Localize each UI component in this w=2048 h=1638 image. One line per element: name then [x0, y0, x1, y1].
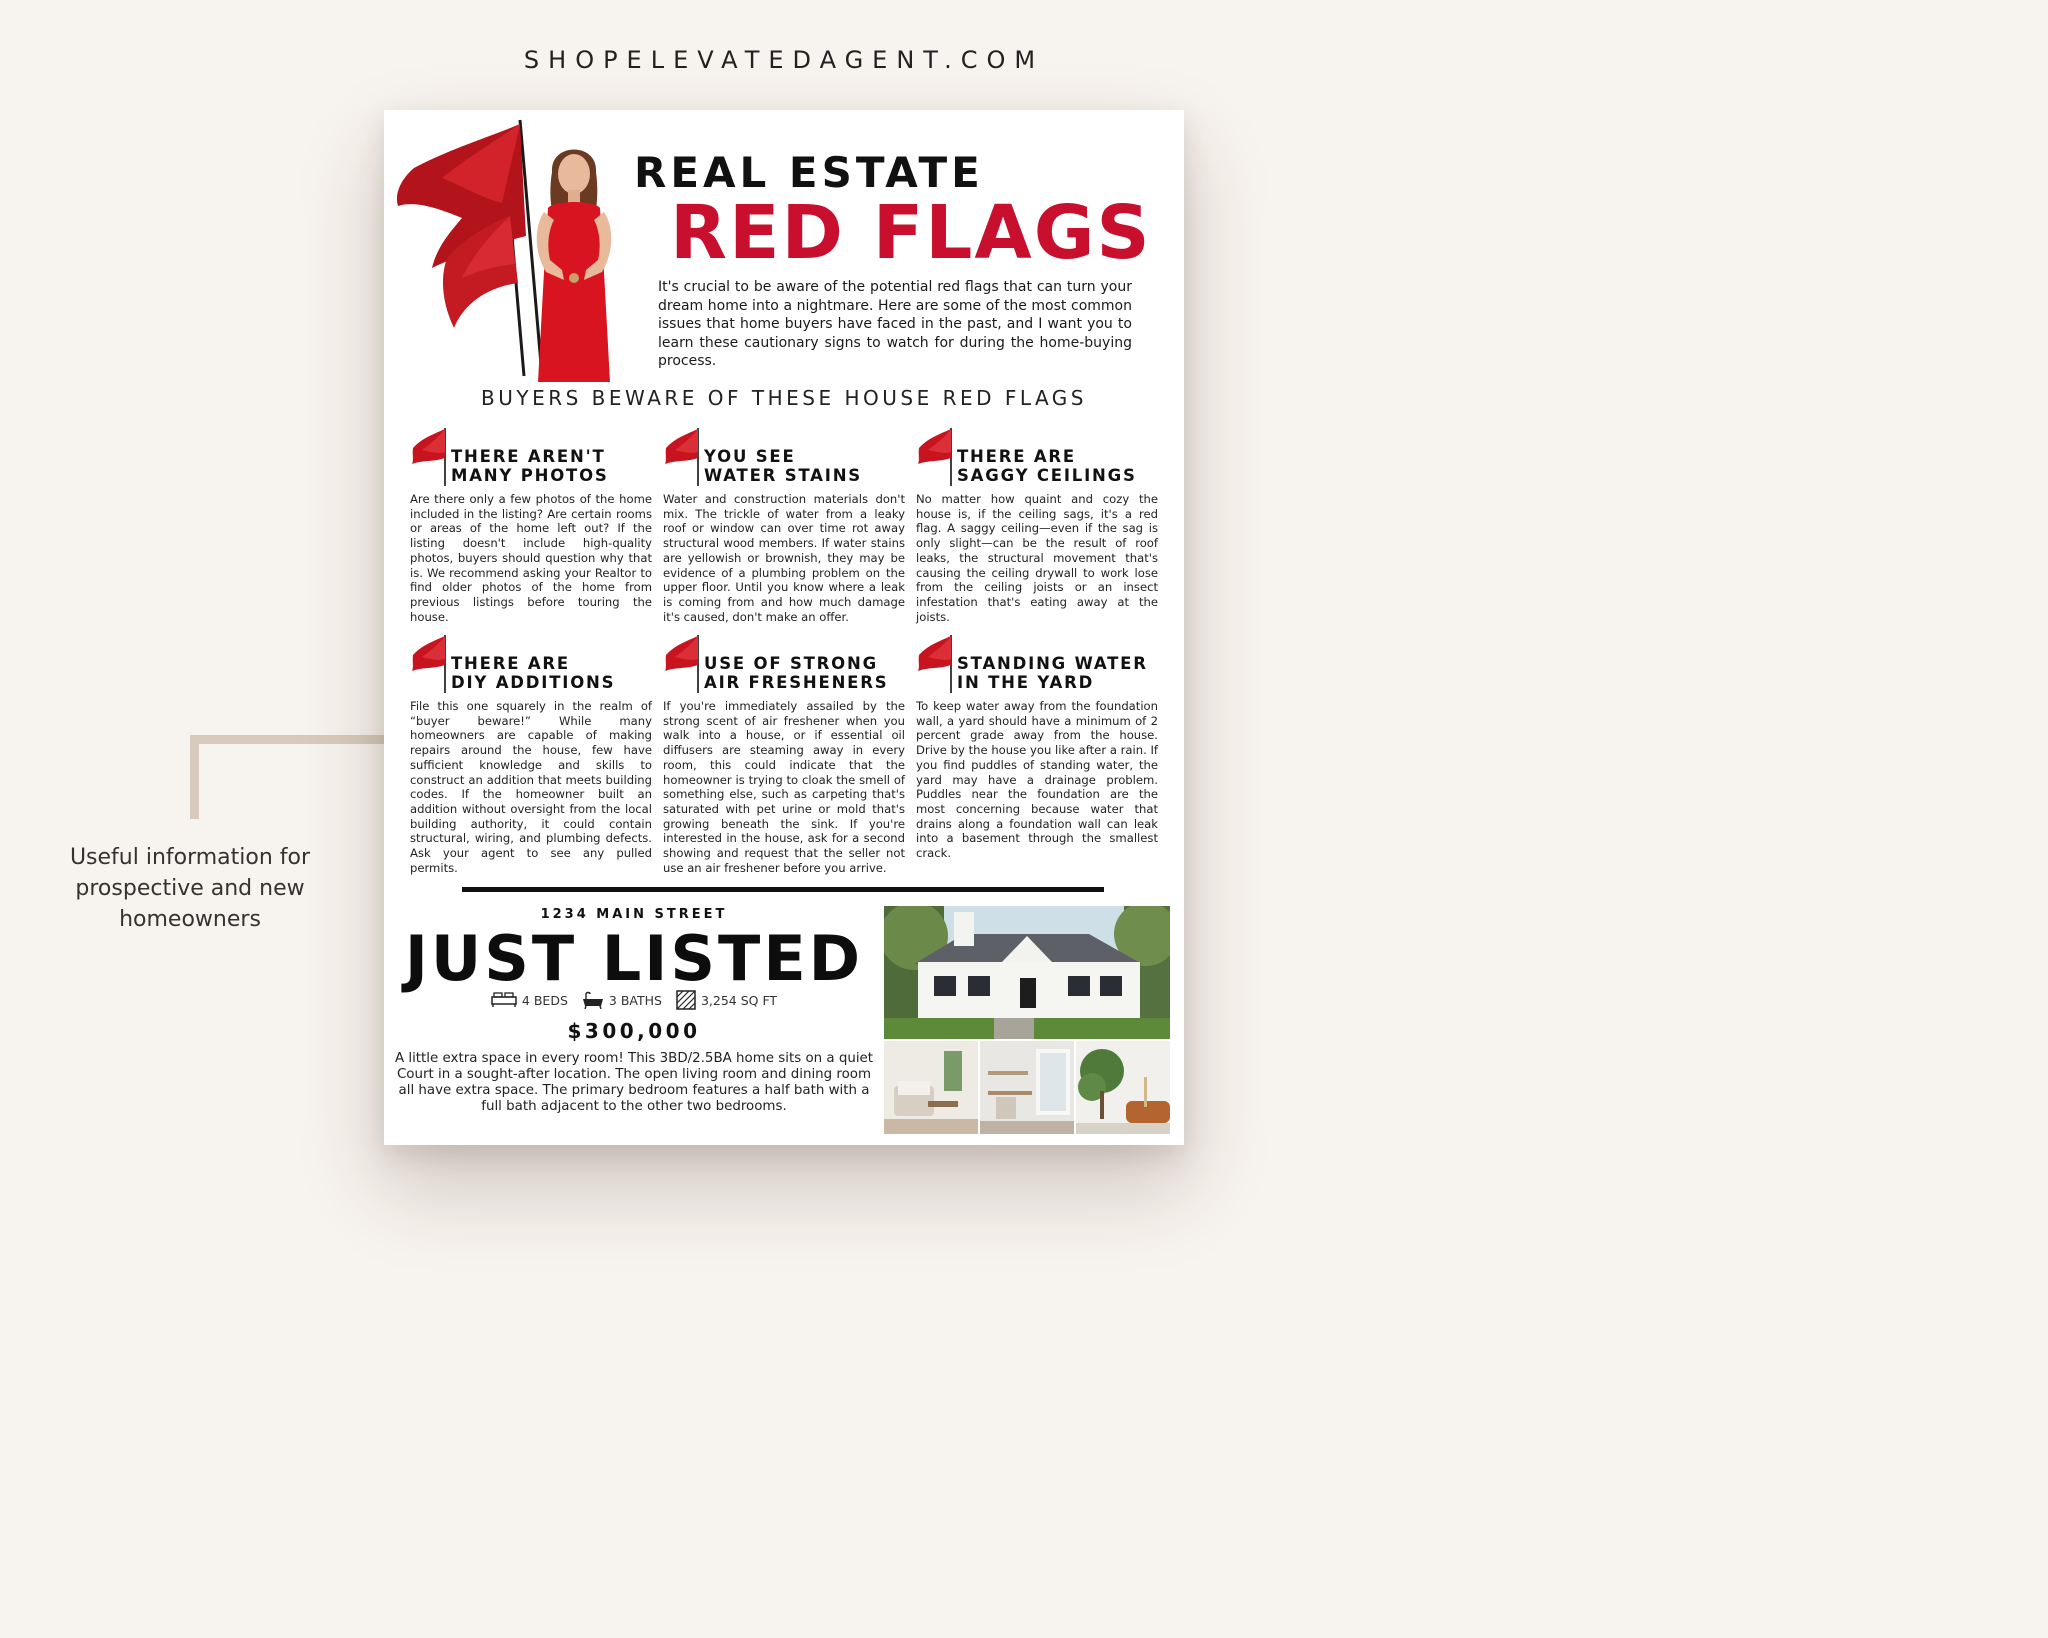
- red-flag-icon: [410, 426, 450, 486]
- tip-air-fresheners: [663, 633, 905, 875]
- site-url: SHOPELEVATEDAGENT.COM: [523, 46, 1045, 74]
- title-main: RED FLAGS: [670, 190, 1152, 276]
- baths-feature: [582, 991, 662, 1009]
- red-flag-icon: [663, 633, 703, 693]
- tip-body: To keep water away from the foundation wall, a yard should have a minimum of 2 percent grade away from the house. Drive by the house you like after a rain. If you find puddles of standing water, the yard may have a drainage problem. Puddles near the foundation are the most concerning because water that drains along a foundation wall can leak into a basement through the smallest crack.: [916, 699, 1158, 861]
- side-caption: Useful information for prospective and new homeowners: [69, 845, 311, 932]
- beds-label: 4 BEDS: [521, 992, 568, 1008]
- beds-feature: [491, 992, 568, 1008]
- tip-title: USE OF STRONG AIR FRESHENERS: [704, 654, 889, 692]
- hero-red-flags-icon: [392, 118, 542, 380]
- living-room-photo: [884, 1041, 978, 1134]
- section-heading: BUYERS BEWARE OF THESE HOUSE RED FLAGS: [481, 386, 1087, 410]
- tip-title: THERE AREN'T MANY PHOTOS: [451, 447, 609, 485]
- listing-description: A little extra space in every room! This 3BD/2.5BA home sits on a quiet Court in a sought-after location. The open living room and dining room all have extra space. The primary bedroom features a half bath with a full bath adjacent to the other two bedrooms.: [394, 1051, 874, 1114]
- bathtub-icon: [582, 991, 604, 1009]
- sqft-feature: [676, 990, 777, 1010]
- house-exterior-photo: [884, 906, 1170, 1039]
- red-flag-icon: [410, 633, 450, 693]
- tip-saggy-ceilings: [916, 426, 1158, 624]
- tip-diy-additions: [410, 633, 652, 875]
- flyer-sheet: [384, 110, 1184, 1145]
- title-top: REAL ESTATE: [634, 148, 984, 197]
- tip-few-photos: [410, 426, 652, 624]
- tip-body: No matter how quaint and cozy the house is, if the ceiling sags, it's a red flag. A saggy ceiling—even if the sag is only slight—can be the result of roof leaks, the structural movement that's causing the ceiling drywall to work lose from the ceiling joists or an insect infestation that's eating away at the joists.: [916, 492, 1158, 624]
- tip-title: YOU SEE WATER STAINS: [704, 447, 862, 485]
- tip-body: If you're immediately assailed by the strong scent of air freshener when you walk into a house, or if essential oil diffusers are steaming away in every room, this could indicate that the homeowner is trying to cloak the smell of something else, such as carpeting that's saturated with pet urine or mold that's growing beneath the sink. If you're interested in the house, ask for a second showing and request that the seller not use an air freshener before you arrive.: [663, 699, 905, 875]
- tip-title: THERE ARE SAGGY CEILINGS: [957, 447, 1137, 485]
- listing-headline: JUST LISTED: [404, 922, 864, 995]
- red-flag-icon: [663, 426, 703, 486]
- listing-street: 1234 MAIN STREET: [540, 907, 728, 922]
- listing-price: $300,000: [567, 1019, 701, 1043]
- office-photo: [980, 1041, 1074, 1134]
- tip-body: Are there only a few photos of the home included in the listing? Are certain rooms or areas of the home left out? If the listing doesn't include high-quality photos, buyers should question why that is. We recommend asking your Realtor to find older photos of the home from previous listings before touring the house.: [410, 492, 652, 624]
- tip-title: STANDING WATER IN THE YARD: [957, 654, 1148, 692]
- tip-body: File this one squarely in the realm of “buyer beware!” While many homeowners are capable of making repairs around the house, few have sufficient knowledge and skills to construct an addition that meets building codes. If the homeowner built an addition without oversight from the local building authority, it could contain structural, wiring, and plumbing defects. Ask your agent to see any pulled permits.: [410, 699, 652, 875]
- sqft-label: 3,254 SQ FT: [700, 992, 778, 1008]
- bedroom-photo: [1076, 1041, 1170, 1134]
- area-icon: [676, 990, 696, 1010]
- tip-title: THERE ARE DIY ADDITIONS: [451, 654, 616, 692]
- listing-features: [394, 990, 874, 1010]
- intro-paragraph: It's crucial to be aware of the potential red flags that can turn your dream home into a nightmare. Here are some of the most common issues that home buyers have faced in the past, and I want you to learn these cautionary signs to watch for during the home-buying process.: [658, 279, 1132, 370]
- divider-rule: [462, 887, 1104, 892]
- red-flag-icon: [916, 426, 956, 486]
- bed-icon: [491, 992, 517, 1008]
- tip-body: Water and construction materials don't mix. The trickle of water from a leaky roof or window can over time rot away structural wood members. If water stains are yellowish or brownish, they may be evidence of a plumbing problem on the upper floor. Until you know where a leak is coming from and how much damage it's caused, don't make an offer.: [663, 492, 905, 624]
- red-flag-icon: [916, 633, 956, 693]
- tip-standing-water: [916, 633, 1158, 861]
- agent-photo: [524, 132, 624, 382]
- tip-water-stains: [663, 426, 905, 624]
- baths-label: 3 BATHS: [608, 992, 662, 1008]
- callout-bracket: [190, 735, 384, 819]
